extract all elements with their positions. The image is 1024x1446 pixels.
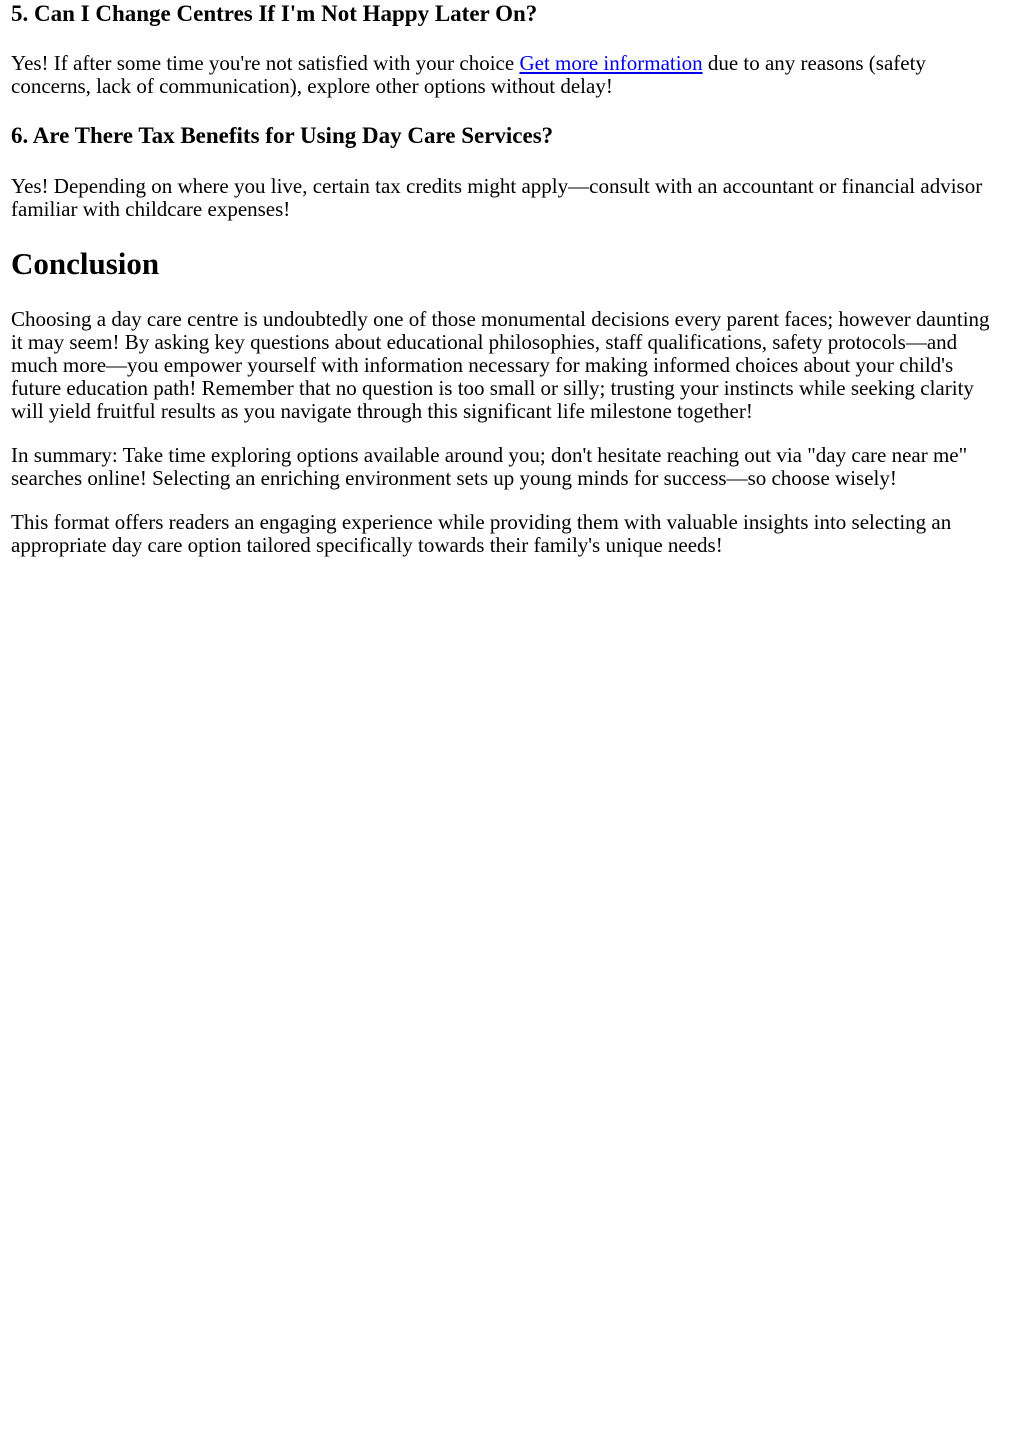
faq-answer-5-text-before-link: Yes! If after some time you're not satisfied with your choice: [11, 51, 520, 75]
faq-question-6-heading: 6. Are There Tax Benefits for Using Day Care Services?: [11, 123, 554, 148]
conclusion-heading: Conclusion: [11, 246, 160, 281]
summary-paragraph: In summary: Take time exploring options available around you; don't hesitate reaching out via "day care near me" searches online! Selecting an enriching environment sets up young minds for success—so choose wisely!: [11, 443, 968, 490]
faq-question-5-heading: 5. Can I Change Centres If I'm Not Happy Later On?: [11, 1, 538, 26]
format-note-paragraph: This format offers readers an engaging experience while providing them with valuable insights into selecting an appropriate day care option tailored specifically towards their family's unique needs!: [11, 510, 952, 557]
conclusion-paragraph: Choosing a day care centre is undoubtedly one of those monumental decisions every parent faces; however daunting it may seem! By asking key questions about educational philosophies, staff qualifications, safety protocols—and much more—you empower yourself with information necessary for making informed choices about your child's future education path! Remember that no question is too small or silly; trusting your instincts while seeking clarity will yield fruitful results as you navigate through this significant life milestone together!: [11, 307, 990, 423]
faq-answer-6: Yes! Depending on where you live, certain tax credits might apply—consult with an accountant or financial advisor familiar with childcare expenses!: [11, 174, 983, 221]
get-more-information-link[interactable]: Get more information: [519, 51, 703, 75]
faq-answer-5: [11, 52, 1001, 98]
faq-answer-5-text-after-link: due to any reasons (safety concerns, lack of communication), explore other options without delay!: [11, 51, 926, 98]
